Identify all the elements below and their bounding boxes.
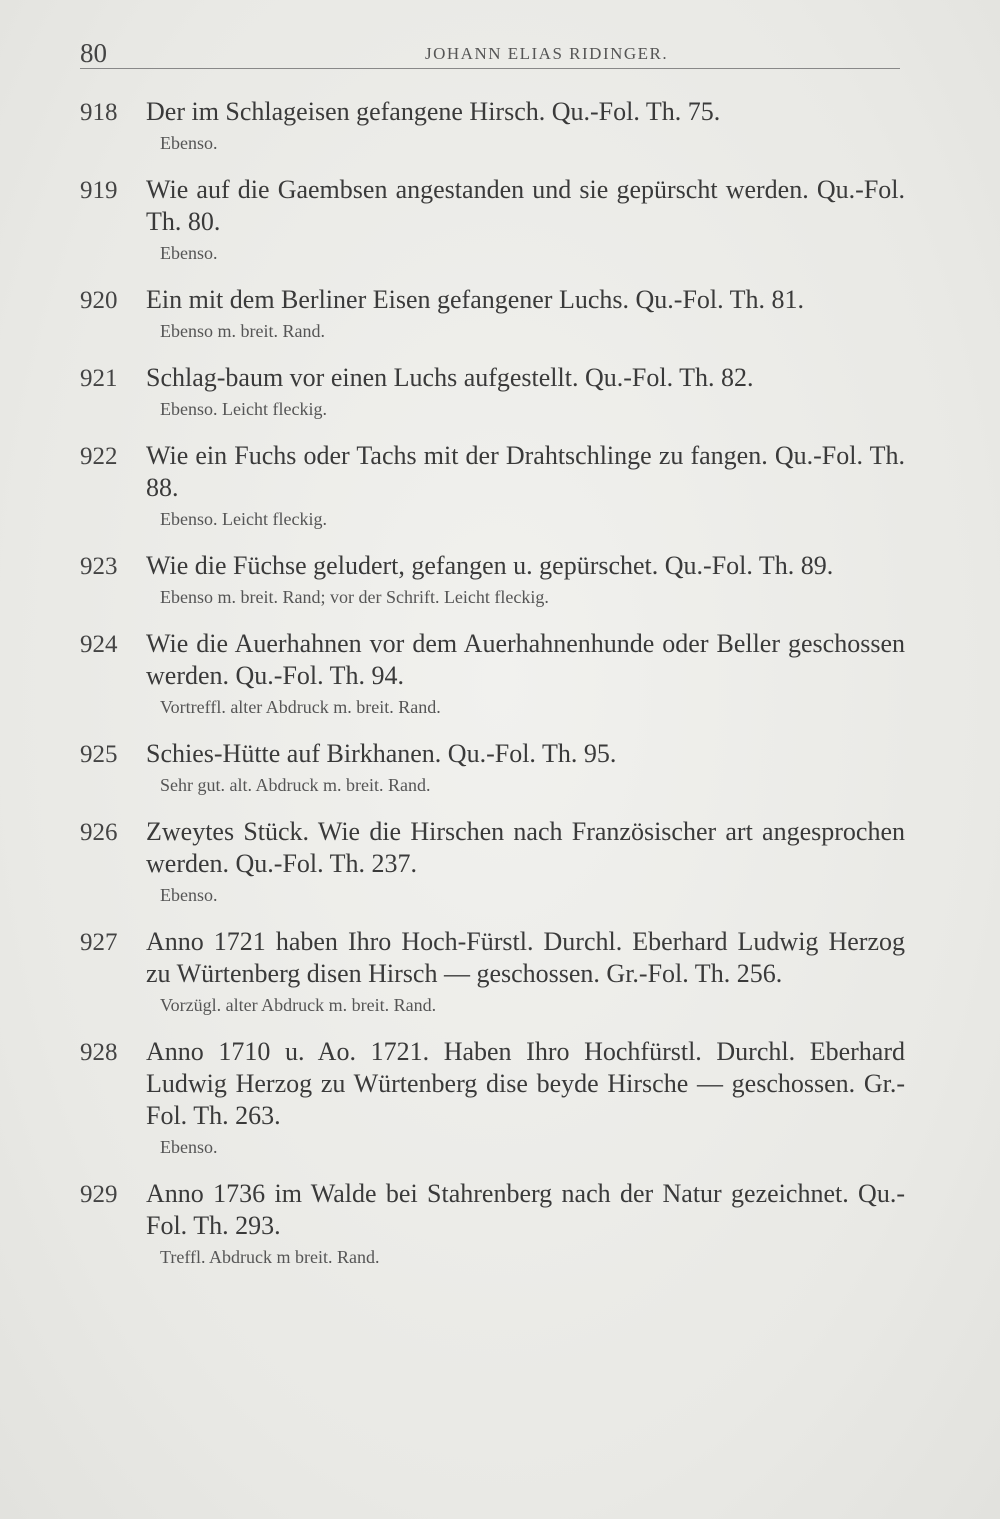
catalog-entry — [80, 550, 905, 608]
entry-number: 922 — [80, 443, 118, 470]
entry-number: 919 — [80, 177, 118, 204]
entry-number: 923 — [80, 553, 118, 580]
catalog-entries — [80, 96, 905, 1288]
catalog-entry — [80, 816, 905, 906]
catalog-entry — [80, 284, 905, 342]
entry-note: Vorzügl. alter Abdruck m. breit. Rand. — [160, 995, 437, 1015]
catalog-entry — [80, 96, 905, 154]
entry-title: Wie die Auerhahnen vor dem Auerhahnenhunde oder Beller geschossen werden. Qu.-Fol. Th. 94. — [146, 629, 905, 690]
entry-title: Schlag-baum vor einen Luchs aufgestellt. Qu.-Fol. Th. 82. — [146, 363, 754, 392]
entry-title: Zweytes Stück. Wie die Hirschen nach Französischer art angesprochen werden. Qu.-Fol. Th. 237. — [146, 817, 905, 878]
entry-number: 927 — [80, 929, 118, 956]
catalog-entry — [80, 738, 905, 796]
catalog-entry — [80, 1036, 905, 1158]
catalog-entry — [80, 362, 905, 420]
entry-note: Ebenso. — [160, 243, 218, 263]
entry-number: 925 — [80, 741, 118, 768]
catalog-entry — [80, 1178, 905, 1268]
entry-title: Wie auf die Gaembsen angestanden und sie gepürscht werden. Qu.-Fol. Th. 80. — [146, 175, 905, 236]
entry-title: Anno 1710 u. Ao. 1721. Haben Ihro Hochfürstl. Durchl. Eberhard Ludwig Herzog zu Würtenberg dise beyde Hirsche — geschossen. Gr.-Fol. Th. 263. — [146, 1037, 905, 1130]
entry-number: 924 — [80, 631, 118, 658]
entry-note: Treffl. Abdruck m breit. Rand. — [160, 1247, 380, 1267]
entry-title: Wie ein Fuchs oder Tachs mit der Drahtschlinge zu fangen. Qu.-Fol. Th. 88. — [146, 441, 905, 502]
entry-note: Ebenso m. breit. Rand; vor der Schrift. Leicht fleckig. — [160, 587, 549, 607]
entry-note: Ebenso. Leicht fleckig. — [160, 399, 327, 419]
entry-number: 920 — [80, 287, 118, 314]
entry-note: Ebenso. Leicht fleckig. — [160, 509, 327, 529]
catalog-entry — [80, 926, 905, 1016]
catalog-entry — [80, 174, 905, 264]
entry-title: Schies-Hütte auf Birkhanen. Qu.-Fol. Th. 95. — [146, 739, 617, 768]
entry-number: 926 — [80, 819, 118, 846]
entry-title: Der im Schlageisen gefangene Hirsch. Qu.-Fol. Th. 75. — [146, 97, 721, 126]
entry-title: Ein mit dem Berliner Eisen gefangener Luchs. Qu.-Fol. Th. 81. — [146, 285, 805, 314]
entry-note: Vortreffl. alter Abdruck m. breit. Rand. — [160, 697, 441, 717]
page-number: 80 — [80, 38, 107, 68]
entry-number: 918 — [80, 99, 118, 126]
header-rule — [80, 68, 900, 69]
entry-title: Anno 1736 im Walde bei Stahrenberg nach der Natur gezeichnet. Qu.-Fol. Th. 293. — [146, 1179, 905, 1240]
entry-note: Ebenso. — [160, 1137, 218, 1157]
entry-note: Ebenso. — [160, 133, 218, 153]
page-header — [80, 38, 900, 68]
entry-number: 929 — [80, 1181, 118, 1208]
running-head: JOHANN ELIAS RIDINGER. — [425, 44, 669, 63]
entry-title: Wie die Füchse geludert, gefangen u. gepürschet. Qu.-Fol. Th. 89. — [146, 551, 834, 580]
entry-number: 921 — [80, 365, 118, 392]
entry-title: Anno 1721 haben Ihro Hoch-Fürstl. Durchl. Eberhard Ludwig Herzog zu Würtenberg disen Hirsch — geschossen. Gr.-Fol. Th. 256. — [146, 927, 905, 988]
entry-note: Sehr gut. alt. Abdruck m. breit. Rand. — [160, 775, 431, 795]
catalog-entry — [80, 440, 905, 530]
entry-number: 928 — [80, 1039, 118, 1066]
entry-note: Ebenso. — [160, 885, 218, 905]
catalog-entry — [80, 628, 905, 718]
entry-note: Ebenso m. breit. Rand. — [160, 321, 325, 341]
